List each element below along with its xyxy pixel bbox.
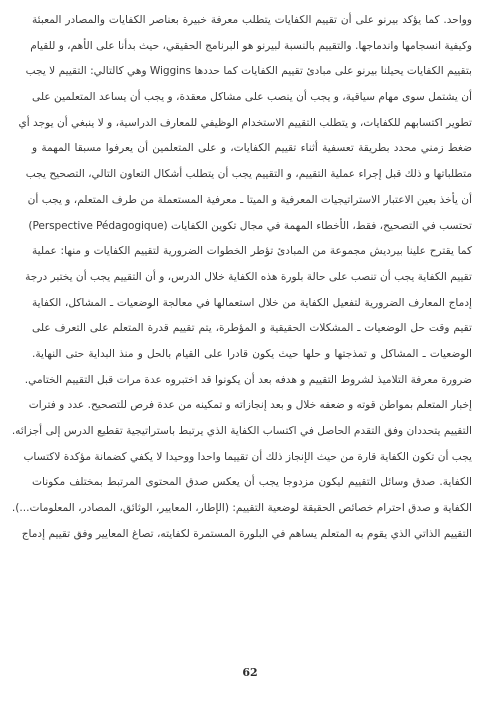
text-line: وواحد. كما يؤكد بيرنو على أن تقييم الكفايات يتطلب معرفة خبيرة بعناصر الكفايات والمصادر المعبئة — [32, 14, 472, 26]
text-line: ضغط زمني محدد بطريقة تعسفية أثناء تقييم الكفايات، و على المتعلمين أن يعرفوا مسبقا المهمة و — [32, 142, 472, 155]
text-line: إخبار المتعلم بمواطن قوته و ضعفه خلال و بعد إنجازاته و تمكينه من عدة فرص للتصحيح. عدد و فترات — [28, 399, 472, 412]
text-line: أن يشتمل سوى مهام سياقية، و يجب أن ينصب على مشاكل معقدة، و يجب أن يساعد المتعلمين على — [32, 91, 472, 104]
text-line: يجب أن تكون الكفاية قارة من حيث الإنجاز ذلك أن تقييما واحدا ووحيدا لا يكفي كضمانة مؤكدة لاكتساب — [23, 450, 472, 463]
body-text — [11, 8, 472, 547]
page-number: 62 — [242, 666, 258, 679]
text-line: ضرورة معرفة التلاميذ لشروط التقييم و هدفه بعد أن يكونوا قد اختبروه عدة مرات قبل التقييم الختامي. — [24, 373, 472, 386]
text-line: كما يقترح علينا بيرديش مجموعة من المبادئ تؤطر الخطوات الضرورية لتقييم الكفايات و منها: عملية — [32, 245, 472, 258]
text-line: تقييم الكفاية يجب أن تنصب على حالة بلورة هذه الكفاية خلال الدرس، و أن التقييم يجب أن يختبر درجة — [25, 270, 472, 283]
text-line: تطوير اكتسابهم للكفايات، و يتطلب التقييم الاستخدام الوظيفي للمعارف الدراسية، و لا ينبغي أن يوجد أي — [18, 116, 472, 129]
text-line: الوضعيات ـ المشاكل و تمذجتها و حلها حيث يكون قادرا على القيام بالحل و منذ البداية حتى النهاية. — [32, 347, 472, 360]
text-line: أن يأخذ بعين الاعتبار الاستراتيجيات المعرفية و الميتا ـ معرفية المستعملة من طرف المتعلم، و يجب أن — [27, 193, 472, 206]
text-line: الكفاية و صدق احترام خصائص الحقيقة لوضعية التقييم: (الإطار، المعايير، الوثائق، المصادر، المعلومات...). — [11, 502, 472, 515]
text-line: تحتسب في التصحيح، فقط، الأخطاء المهمة في مجال تكوين الكفايات (Perspective Pédagogique) — [28, 219, 472, 232]
text-line: التقييم يتحددان وفق التقدم الحاصل في اكتساب الكفاية الذي يرتبط باستراتيجية تقطيع الدرس إلى أجزائه. — [11, 425, 472, 437]
text-line: التقييم الذاتي الذي يقوم به المتعلم يساهم في البلورة المستمرة لكفايته، تصاغ المعايير وفق تقييم إدماج — [21, 527, 472, 540]
text-line: متطلباتها و ذلك قبل إجراء عملية التقييم، و التقييم يجب أن يتطلب أشكال التعاون التالي، التصحيح يجب — [25, 168, 472, 181]
text-line: تقيم وقت حل الوضعيات ـ المشكلات الحقيقية و المؤطرة، يتم تقييم قدرة المتعلم على التعرف على — [32, 322, 472, 335]
text-line: بتقييم الكفايات يحيلنا بيرنو على مبادئ تقييم الكفايات كما حددها Wiggins وهي كالتالي: التقييم لا يجب — [25, 65, 472, 78]
text-line: الكفاية. صدق وسائل التقييم ليكون مزدوجا يجب أن يعكس صدق المحتوى المرتبط بمختلف مكونات — [32, 476, 472, 489]
text-line: وكيفية انسجامها واندماجها. والتقييم بالنسبة لبيرنو هو البرنامج الحقيقي، حيث بدأنا على الأهم، و للقيام — [30, 39, 472, 52]
text-line: إدماج المعارف الضرورية لتفعيل الكفاية من خلال استعمالها في معالجة الوضعيات ـ المشاكل، الكفاية — [32, 296, 472, 309]
